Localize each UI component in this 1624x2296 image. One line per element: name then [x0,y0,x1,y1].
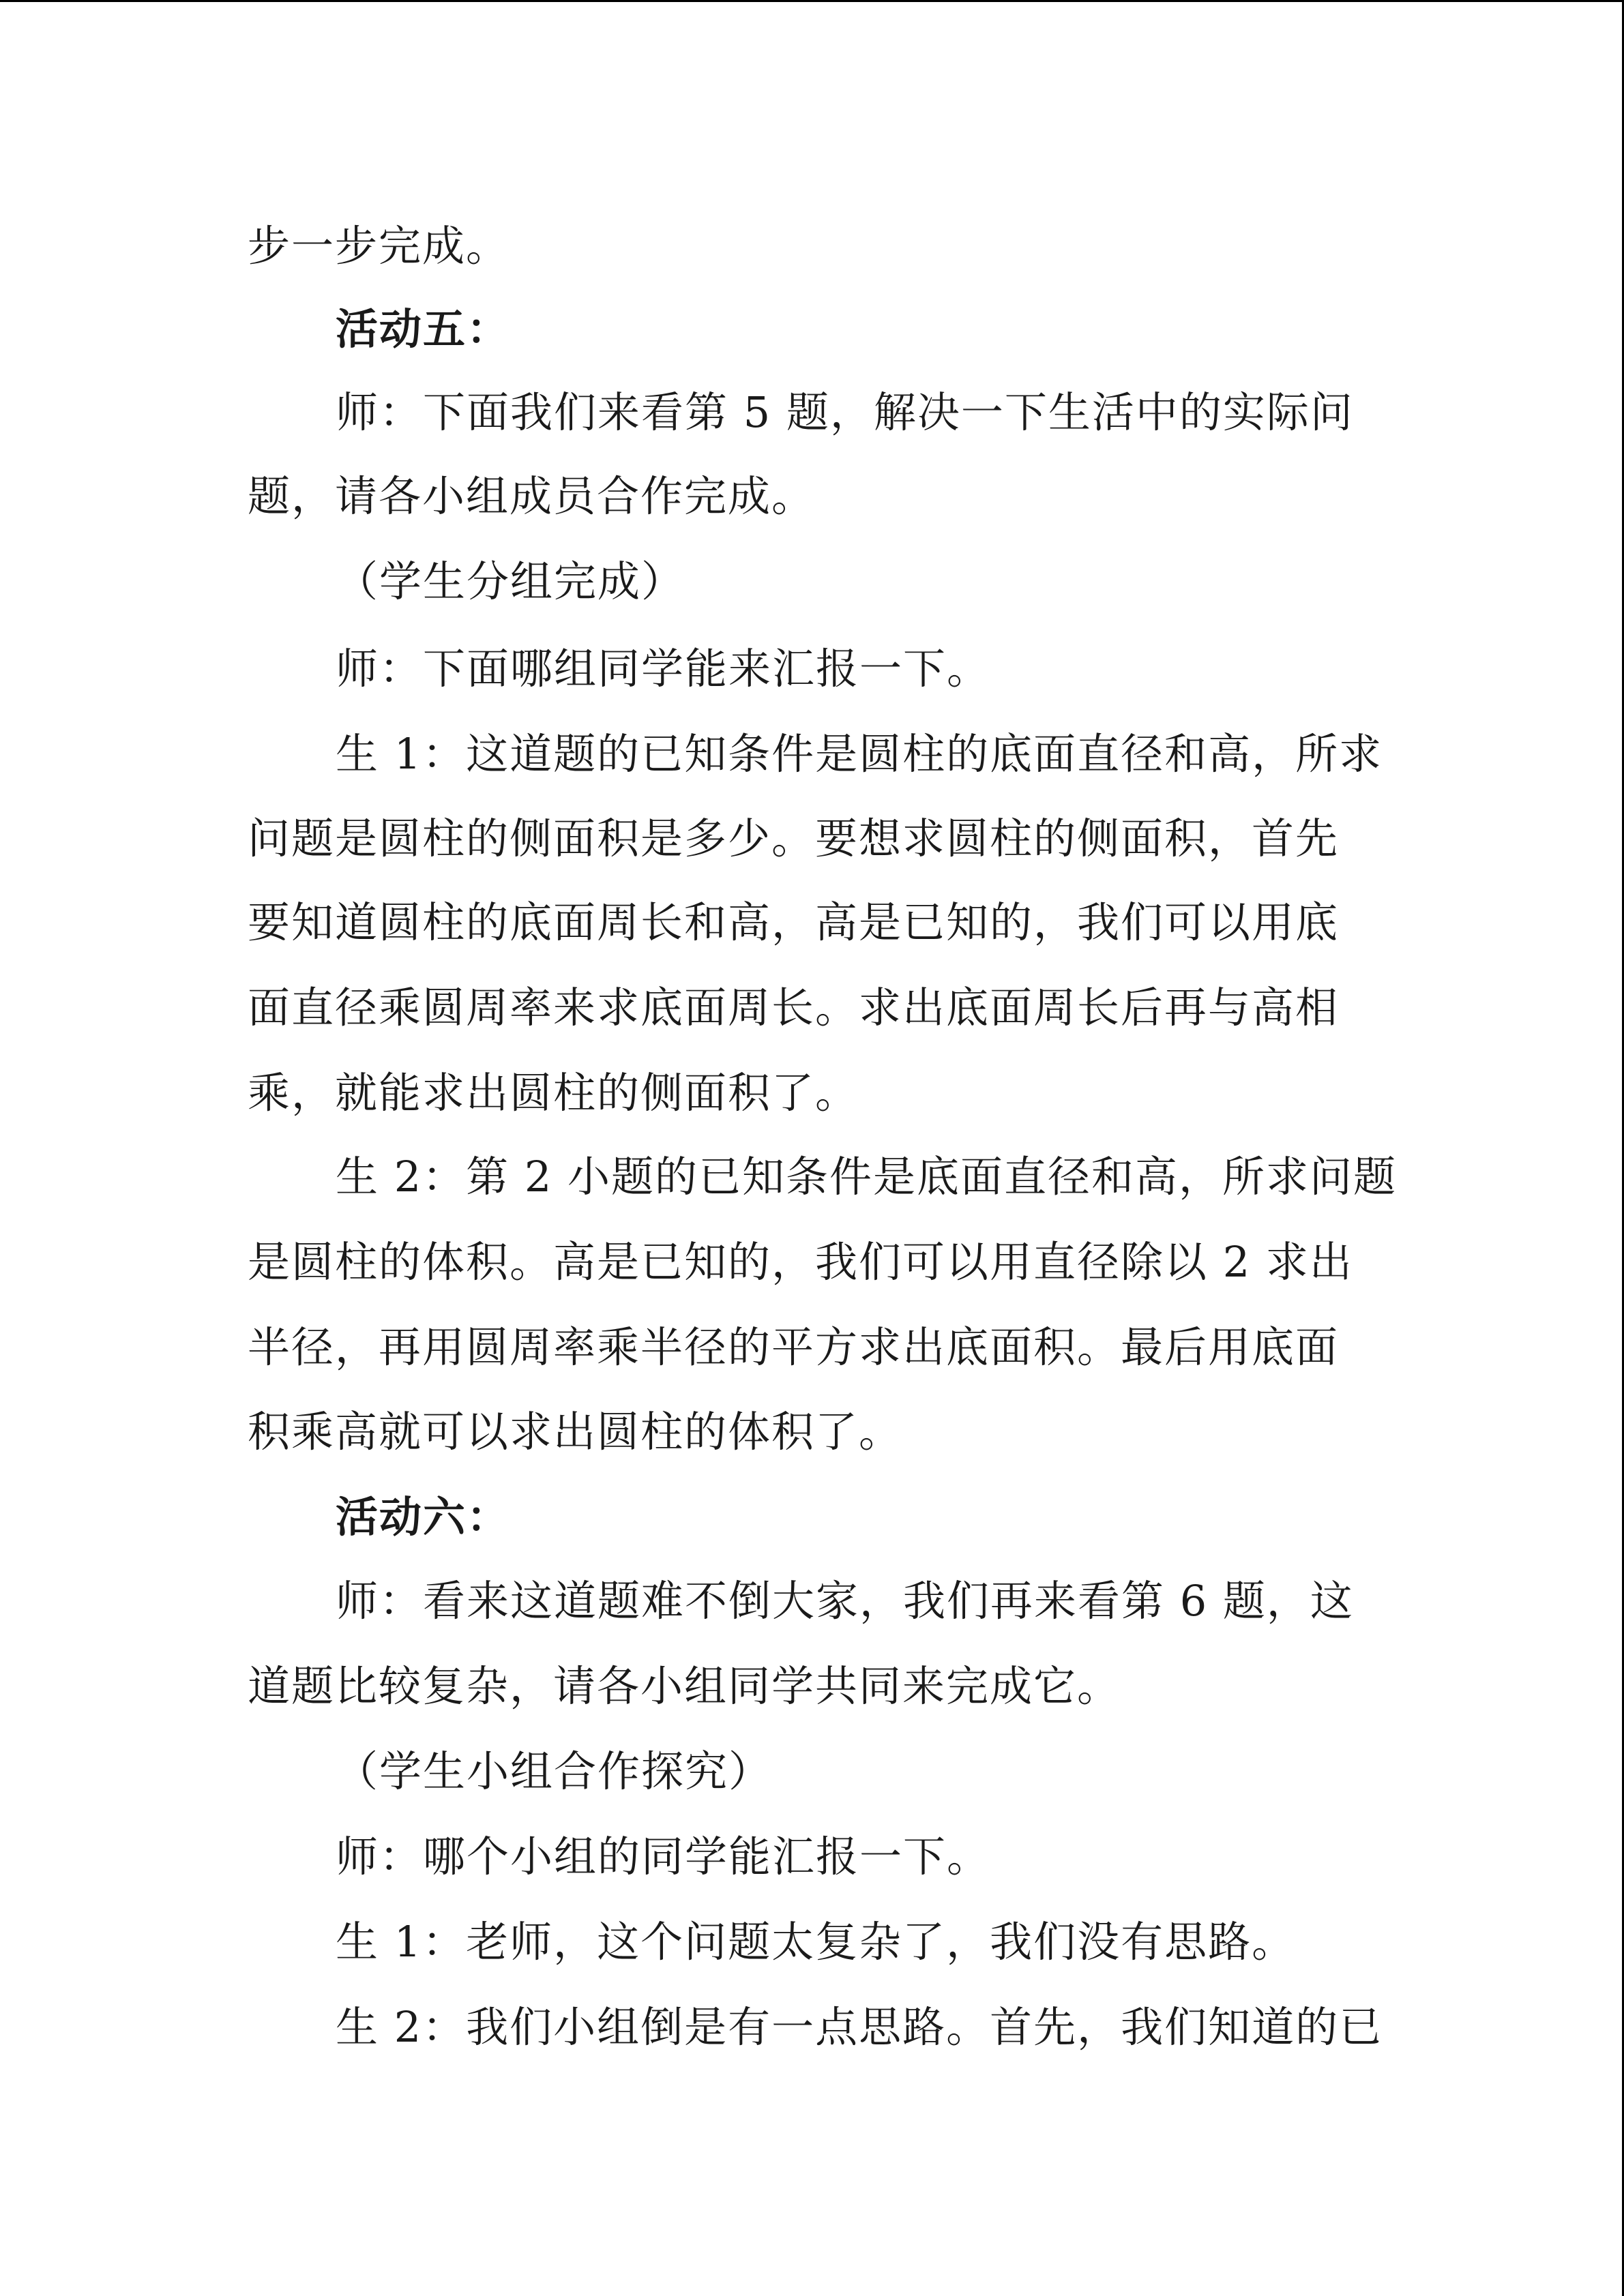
text-line: 是圆柱的体积。高是已知的，我们可以用直径除以 2 求出 [248,1237,1353,1287]
section-heading: 活动六： [336,1492,511,1542]
text-line: 师：下面我们来看第 5 题，解决一下生活中的实际问 [336,387,1354,437]
text-line: 生 2：我们小组倒是有一点思路。首先，我们知道的已 [336,2002,1383,2052]
section-heading: 活动五： [336,304,511,354]
text-line: 半径，再用圆周率乘半径的平方求出底面积。最后用底面 [248,1322,1340,1372]
text-line: 师：哪个小组的同学能汇报一下。 [336,1832,991,1881]
text-line: 生 2：第 2 小题的已知条件是底面直径和高，所求问题 [336,1152,1398,1202]
text-line: 题，请各小组成员合作完成。 [248,471,816,521]
text-line: 步一步完成。 [248,221,510,271]
text-line: （学生分组完成） [336,556,685,606]
text-line: 乘，就能求出圆柱的侧面积了。 [248,1068,859,1118]
text-line: 师：下面哪组同学能来汇报一下。 [336,644,991,694]
text-line: 面直径乘圆周率来求底面周长。求出底面周长后再与高相 [248,983,1340,1032]
text-line: 问题是圆柱的侧面积是多少。要想求圆柱的侧面积，首先 [248,814,1340,863]
text-line: 道题比较复杂，请各小组同学共同来完成它。 [248,1661,1121,1711]
text-line: 积乘高就可以求出圆柱的体积了。 [248,1407,903,1457]
text-line: 师：看来这道题难不倒大家，我们再来看第 6 题，这 [336,1576,1354,1626]
text-line: 生 1：这道题的已知条件是圆柱的底面直径和高，所求 [336,729,1383,779]
text-line: 要知道圆柱的底面周长和高，高是已知的，我们可以用底 [248,897,1340,947]
text-line: （学生小组合作探究） [336,1746,773,1796]
text-line: 生 1：老师，这个问题太复杂了，我们没有思路。 [336,1917,1296,1967]
